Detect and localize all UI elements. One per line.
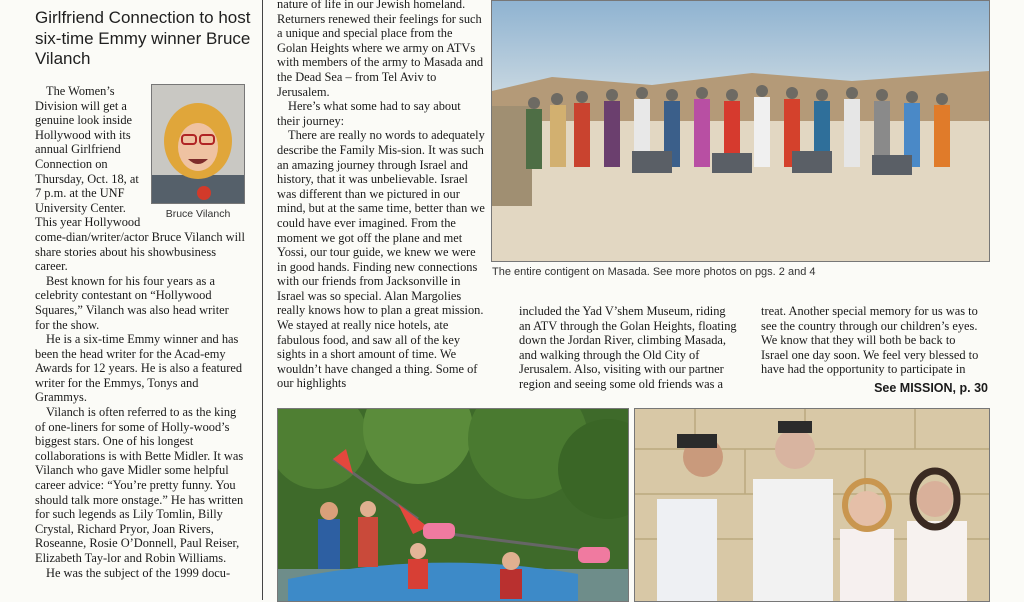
- mission-paragraph: treat. Another special memory for us was to see the country through our children’s eyes. We know that they will both be back to Israel one day soon. We feel very blessed to have had the opportunity to participate in: [761, 304, 979, 377]
- masada-group-photo: [491, 0, 990, 262]
- mission-paragraph: Returners renewed their feelings for such a unique and special place from the Golan Heights where we army on ATVs with members of the army to Masada and the Dead Sea – from Tel Aviv to Jerusalem.: [277, 11, 484, 99]
- column-divider: [262, 0, 263, 600]
- vilanch-headline: Girlfriend Connection to host six-time Emmy winner Bruce Vilanch: [35, 8, 251, 68]
- mission-paragraph: nature of life in our Jewish homeland.: [277, 0, 466, 11]
- vilanch-paragraph: He was the subject of the 1999 docu-: [46, 565, 231, 580]
- mission-jump-link[interactable]: See MISSION, p. 30: [874, 381, 988, 395]
- mission-column-2: [519, 304, 739, 392]
- mission-paragraph: included the Yad V’shem Museum, riding an ATV through the Golan Heights, floating down the Jordan River, climbing Masada, and walking through the Old City of Jerusalem. Also, visiting with our partner region and seeing some old friends was a: [519, 304, 737, 391]
- rafting-photo: [277, 408, 629, 602]
- vilanch-paragraph: The Women’s Division will get a genuine look inside Hollywood with its annual Girlfriend Connection on Thursday, Oct. 18, at 7 p.m. at the UNF University Center. This year Hollywood come-dian/writer/actor Bruce Vilanch will share stories about his showbusiness career.: [35, 84, 245, 274]
- vilanch-paragraph: He is a six-time Emmy winner and has been the head writer for the Acad-emy Awards for 12 years. He is also a featured writer for the Emmys, Tonys and Grammys.: [35, 332, 243, 405]
- vilanch-paragraph: Best known for his four years as a celebrity contestant on “Hollywood Squares,” Vilanch was also head writer for the show.: [35, 273, 229, 332]
- mission-column-1: [277, 0, 485, 391]
- vilanch-paragraph: Vilanch is often referred to as the king of one-liners for some of Holly-wood’s biggest stars. One of his longest collaborations is with Bette Midler. It was Vilanch who gave Midler some helpful career advice: “You’re pretty funny. You should talk more onstage.” He has written for such legends as Lily Tomlin, Billy Crystal, Richard Pryor, Joan Rivers, Roseanne, Rosie O’Donnell, Paul Reiser, Elizabeth Tay-lor and Robin Williams.: [35, 405, 244, 565]
- family-wall-photo: [634, 408, 990, 602]
- masada-photo-caption: The entire contigent on Masada. See more photos on pgs. 2 and 4: [492, 266, 816, 278]
- mission-column-3: [761, 304, 983, 377]
- vilanch-photo: [151, 84, 245, 204]
- vilanch-photo-caption: Bruce Vilanch: [165, 208, 231, 220]
- mission-paragraph: There are really no words to adequately describe the Family Mis-sion. It was such an amazing journey through Israel and history, that it was unbelievable. Israel was different than we pictured in our mind, but at the same time, better than we could have ever imagined. From the moment we got off the plane and met Yossi, our tour guide, we knew we were in good hands. Finding new connections with our friends from Jacksonville in Israel was so special. Alan Margolies really knows how to plan a great mission. We stayed at really nice hotels, ate fabulous food, and saw all of the key sights in a short amount of time. We wouldn’t have changed a thing. Some of our highlights: [277, 128, 485, 391]
- vilanch-article-body: [35, 84, 245, 580]
- mission-paragraph: Here’s what some had to say about their journey:: [277, 99, 461, 128]
- vilanch-photo-block: [151, 84, 245, 218]
